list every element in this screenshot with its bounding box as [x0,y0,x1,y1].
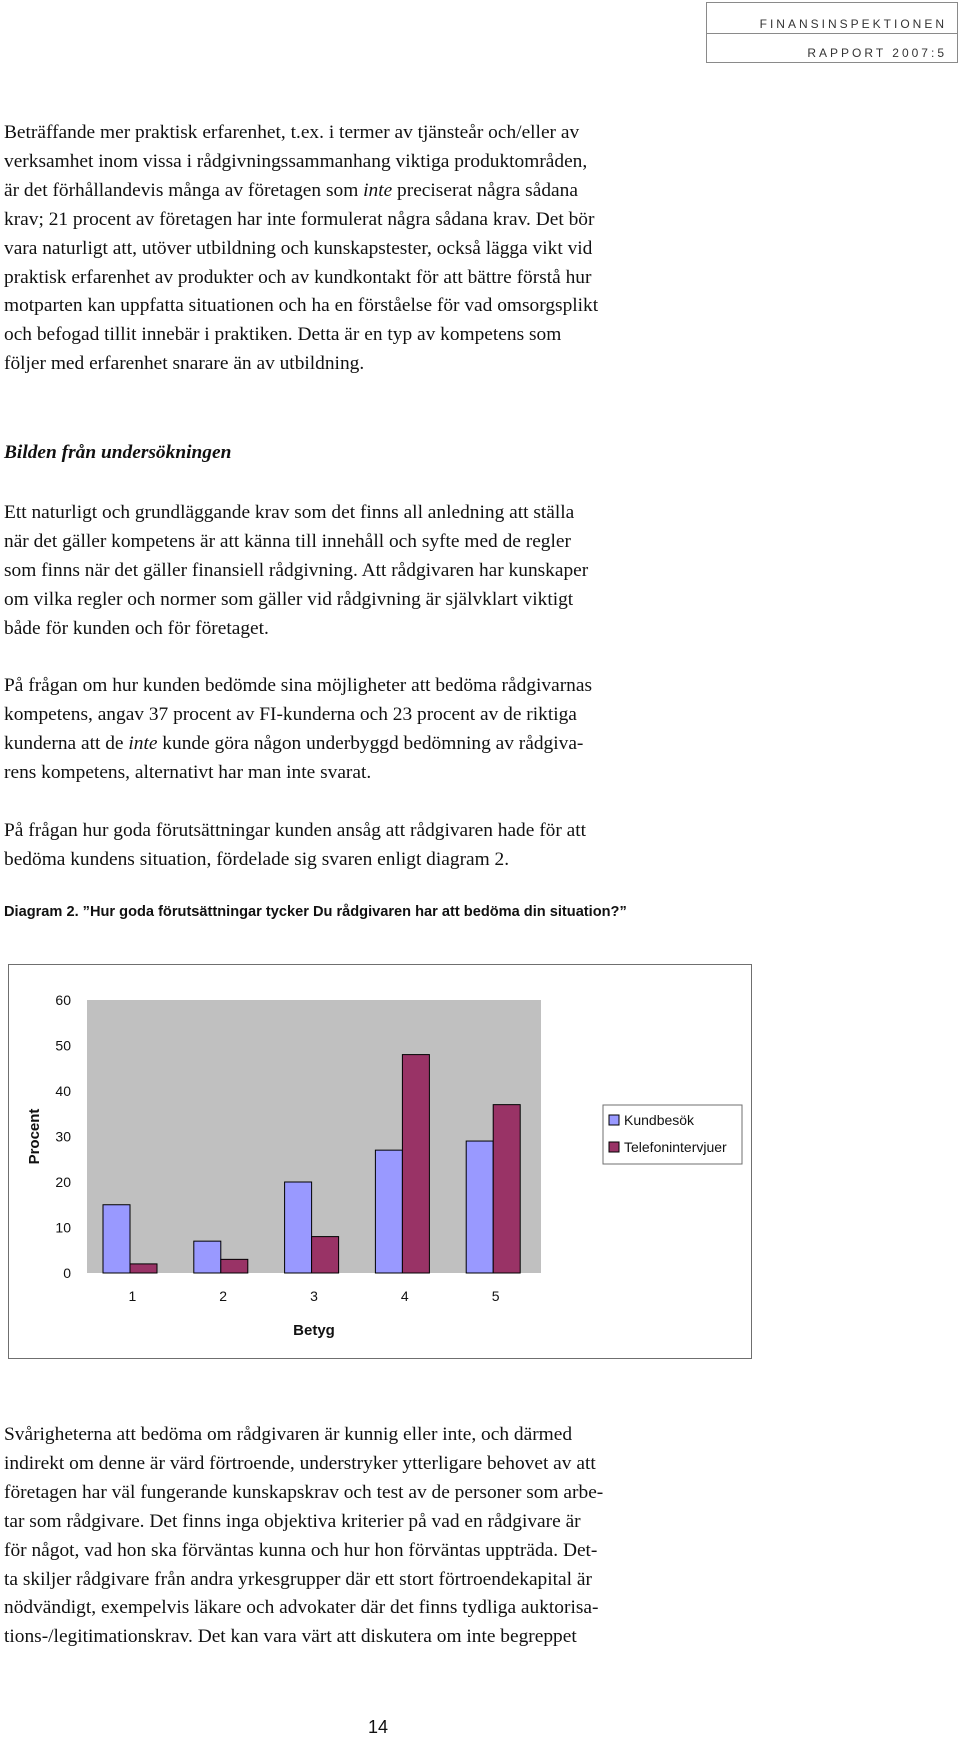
bar-kundbesok [375,1150,402,1273]
y-tick-label: 10 [55,1219,71,1236]
bar-telefonintervjuer [402,1055,429,1273]
diagram-2-chart [8,964,752,1359]
bar-kundbesok [103,1205,130,1273]
legend-label: Kundbesök [624,1112,695,1128]
x-tick-label: 3 [310,1288,318,1304]
bar-telefonintervjuer [312,1237,339,1273]
text-line: rens kompetens, alternativt har man inte svarat. [4,761,372,783]
org-name: FINANSINSPEKTIONEN [759,17,947,31]
text-line: som finns när det gäller finansiell rådgivning. Att rådgivaren har kunskaper [4,559,589,581]
text-segment: kunde göra någon underbyggd bedömning av rådgiva- [157,732,584,754]
paragraph-situation-question [4,817,954,875]
y-axis-label: Procent [26,1108,43,1165]
text-line: Svårigheterna att bedöma om rådgivaren är kunnig eller inte, och därmed [4,1424,573,1445]
y-tick-label: 40 [55,1083,71,1099]
text-segment: kunderna att de [4,732,129,754]
text-line [4,180,578,201]
legend-label: Telefonintervjuer [624,1139,727,1155]
text-line: motparten kan uppfatta situationen och ha en förståelse för vad omsorgsplikt [4,295,599,317]
text-line: På frågan om hur kunden bedömde sina möjligheter att bedöma rådgivarnas [4,675,593,696]
legend-swatch [609,1115,619,1125]
text-line: bedöma kundens situation, fördelade sig svaren enligt diagram 2. [4,848,510,870]
emphasis-text: inte [363,179,393,201]
text-line: när det gäller kompetens är att känna till innehåll och syfte med de regler [4,530,571,552]
diagram-caption: Diagram 2. ”Hur goda förutsättningar tycker Du rådgivaren har att bedöma din situation?” [4,904,627,920]
section-heading: Bilden från undersökningen [4,442,232,463]
report-id: RAPPORT 2007:5 [807,46,947,60]
text-line: följer med erfarenhet snarare än av utbildning. [4,353,365,375]
text-line: tions-/legitimationskrav. Det kan vara värt att diskutera om inte begreppet [4,1626,577,1648]
text-segment: är det förhållandevis många av företagen som [4,179,364,201]
x-axis-label: Betyg [293,1322,335,1339]
text-line: vara naturligt att, utöver utbildning och kunskapstester, också lägga vikt vid [4,237,593,259]
bar-kundbesok [285,1182,312,1273]
y-tick-label: 30 [55,1128,71,1145]
text-line: både för kunden och för företaget. [4,617,269,639]
text-line [4,733,583,754]
text-line: Beträffande mer praktisk erfarenhet, t.ex. i termer av tjänsteår och/eller av [4,122,580,143]
text-line: kompetens, angav 37 procent av FI-kunderna och 23 procent av de riktiga [4,703,577,725]
x-tick-label: 1 [128,1288,137,1304]
text-line: tar som rådgivare. Det finns inga objektiva kriterier på vad en rådgivare är [4,1510,581,1532]
y-tick-label: 20 [55,1174,71,1190]
text-line: för något, vad hon ska förväntas kunna och hur hon förväntas uppträda. Det- [4,1539,598,1561]
bar-telefonintervjuer [130,1264,157,1273]
x-tick-label: 4 [400,1288,409,1304]
bar-telefonintervjuer [221,1259,248,1273]
y-tick-label: 0 [63,1265,71,1281]
text-line: nödvändigt, exempelvis läkare och advokater där det finns tydliga auktorisa- [4,1597,599,1619]
y-tick-label: 60 [55,992,71,1008]
bar-telefonintervjuer [493,1105,520,1273]
chart-svg [9,965,751,1358]
bar-kundbesok [466,1141,493,1273]
paragraph-practical-experience [4,119,954,379]
text-line: ta skiljer rådgivare från andra yrkesgrupper där ett stort förtroendekapital är [4,1568,592,1590]
text-line: om vilka regler och normer som gäller vid rådgivning är självklart viktigt [4,588,574,610]
paragraph-basic-requirements [4,499,954,644]
y-tick-label: 50 [55,1037,71,1054]
legend-swatch [609,1142,619,1152]
x-tick-label: 5 [491,1288,500,1304]
text-line: och befogad tillit innebär i praktiken. Detta är en typ av kompetens som [4,324,562,346]
text-line: verksamhet inom vissa i rådgivningssammanhang viktiga produktområden, [4,150,588,172]
x-tick-label: 2 [219,1288,228,1304]
text-line: På frågan hur goda förutsättningar kunden ansåg att rådgivaren hade för att [4,820,587,841]
text-segment: preciserat några sådana [392,179,578,201]
header-divider [707,33,957,34]
bar-kundbesok [194,1241,221,1273]
emphasis-text: inte [128,732,158,754]
text-line: krav; 21 procent av företagen har inte formulerat några sådana krav. Det bör [4,208,595,230]
paragraph-difficulties [4,1421,954,1652]
text-line: praktisk erfarenhet av produkter och av kundkontakt för att bättre förstå hur [4,266,592,288]
text-line: företagen har väl fungerande kunskapskrav och test av de personer som arbe- [4,1481,604,1503]
report-header-box [706,2,958,63]
page-number: 14 [368,1717,389,1737]
text-line: Ett naturligt och grundläggande krav som det finns all anledning att ställa [4,502,575,523]
paragraph-competence-question [4,672,954,788]
text-line: indirekt om denne är värd förtroende, understryker ytterligare behovet av att [4,1452,596,1474]
